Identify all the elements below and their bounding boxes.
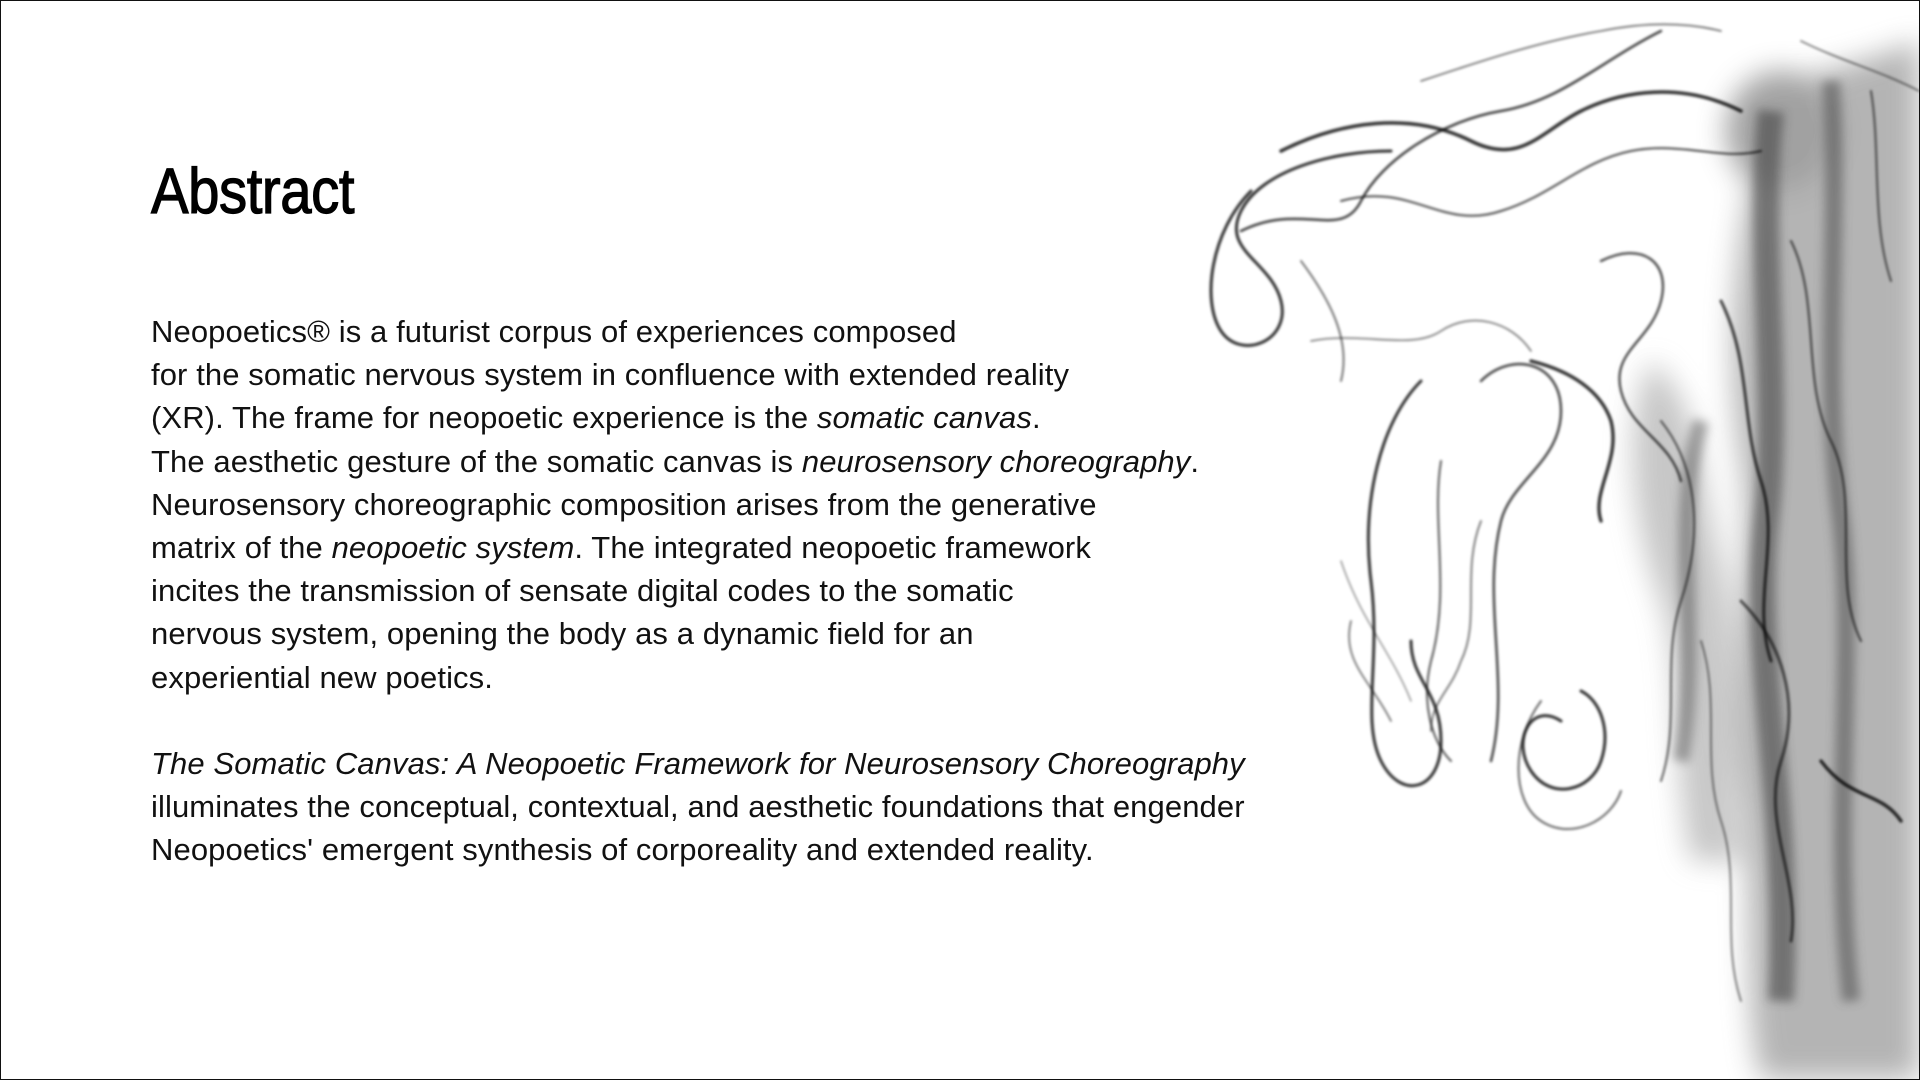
emphasis-text: somatic canvas xyxy=(816,400,1032,436)
page-title: Abstract xyxy=(151,155,355,227)
abstract-line: matrix of the neopoetic system. The integrated neopoetic framework xyxy=(151,529,1091,565)
abstract-line: illuminates the conceptual, contextual, and aesthetic foundations that engender xyxy=(151,789,1245,825)
abstract-line: for the somatic nervous system in confluence with extended reality xyxy=(151,357,1070,393)
abstract-line: Neopoetics' emergent synthesis of corporeality and extended reality. xyxy=(151,832,1094,868)
abstract-line xyxy=(151,742,1245,785)
abstract-line: experiential new poetics. xyxy=(151,659,493,695)
abstract-line: Neurosensory choreographic composition arises from the generative xyxy=(151,486,1097,522)
abstract-line: The aesthetic gesture of the somatic canvas is neurosensory choreography. xyxy=(151,443,1200,479)
abstract-line: Neopoetics® is a futurist corpus of experiences composed xyxy=(151,314,957,349)
emphasis-text: neopoetic system xyxy=(331,529,575,565)
ink-smoke-image xyxy=(1181,1,1919,1079)
abstract-line: (XR). The frame for neopoetic experience is the somatic canvas. xyxy=(151,400,1041,436)
abstract-line: nervous system, opening the body as a dynamic field for an xyxy=(151,616,974,652)
emphasis-text: neurosensory choreography xyxy=(801,443,1191,479)
work-title: The Somatic Canvas: A Neopoetic Framework for Neurosensory Choreography xyxy=(151,745,1245,781)
paragraph-gap xyxy=(151,699,1245,742)
abstract-line: incites the transmission of sensate digital codes to the somatic xyxy=(151,573,1014,609)
abstract-body xyxy=(151,310,1245,871)
